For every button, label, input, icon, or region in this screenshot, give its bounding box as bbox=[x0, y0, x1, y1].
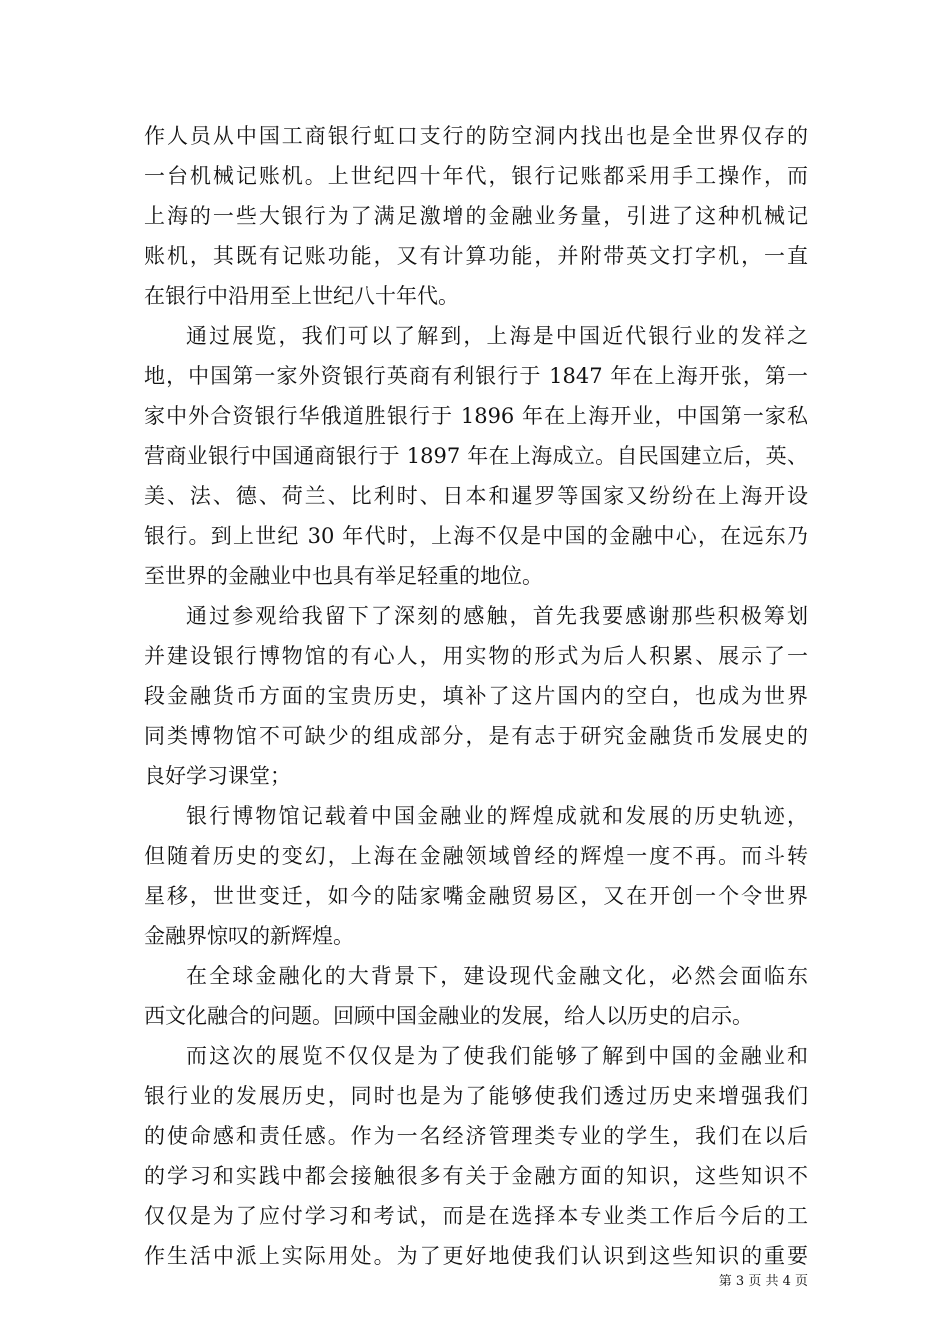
text-line: 但随着历史的变幻，上海在金融领域曾经的辉煌一度不再。而斗转 bbox=[144, 844, 808, 868]
body-text bbox=[144, 116, 808, 1276]
text-line: 银行博物馆记载着中国金融业的辉煌成就和发展的历史轨迹， bbox=[186, 804, 808, 828]
text-line: 至世界的金融业中也具有举足轻重的地位。 bbox=[144, 564, 543, 588]
text-line: 同类博物馆不可缺少的组成部分，是有志于研究金融货币发展史的 bbox=[144, 724, 808, 748]
text-line: 一台机械记账机。上世纪四十年代，银行记账都采用手工操作，而 bbox=[144, 164, 808, 188]
text-line: 通过参观给我留下了深刻的感触，首先我要感谢那些积极筹划 bbox=[186, 604, 808, 628]
text-line: 账机，其既有记账功能，又有计算功能，并附带英文打字机，一直 bbox=[144, 244, 808, 268]
text-line: 星移，世世变迁，如今的陆家嘴金融贸易区，又在开创一个令世界 bbox=[144, 884, 808, 908]
text-line: 段金融货币方面的宝贵历史，填补了这片国内的空白，也成为世界 bbox=[144, 684, 808, 708]
text-line: 银行业的发展历史，同时也是为了能够使我们透过历史来增强我们 bbox=[144, 1084, 808, 1108]
text-line: 营商业银行中国通商银行于 1897 年在上海成立。自民国建立后，英、 bbox=[144, 444, 808, 468]
text-line: 家中外合资银行华俄道胜银行于 1896 年在上海开业，中国第一家私 bbox=[144, 404, 808, 428]
text-line: 在全球金融化的大背景下，建设现代金融文化，必然会面临东 bbox=[186, 964, 808, 988]
text-line: 的学习和实践中都会接触很多有关于金融方面的知识，这些知识不 bbox=[144, 1164, 808, 1188]
text-line: 的使命感和责任感。作为一名经济管理类专业的学生，我们在以后 bbox=[144, 1124, 808, 1148]
text-line: 在银行中沿用至上世纪八十年代。 bbox=[144, 284, 459, 308]
text-line: 而这次的展览不仅仅是为了使我们能够了解到中国的金融业和 bbox=[186, 1044, 808, 1068]
text-line: 仅仅是为了应付学习和考试，而是在选择本专业类工作后今后的工 bbox=[144, 1204, 808, 1228]
text-line: 金融界惊叹的新辉煌。 bbox=[144, 924, 354, 948]
text-line: 并建设银行博物馆的有心人，用实物的形式为后人积累、展示了一 bbox=[144, 644, 808, 668]
text-line: 美、法、德、荷兰、比利时、日本和暹罗等国家又纷纷在上海开设 bbox=[144, 484, 808, 508]
text-line: 作生活中派上实际用处。为了更好地使我们认识到这些知识的重要 bbox=[144, 1244, 808, 1268]
text-line: 上海的一些大银行为了满足激增的金融业务量，引进了这种机械记 bbox=[144, 204, 808, 228]
text-line: 银行。到上世纪 30 年代时，上海不仅是中国的金融中心，在远东乃 bbox=[144, 524, 808, 548]
text-line: 地，中国第一家外资银行英商有利银行于 1847 年在上海开张，第一 bbox=[144, 364, 808, 388]
text-line: 西文化融合的问题。回顾中国金融业的发展，给人以历史的启示。 bbox=[144, 1004, 753, 1028]
text-line: 良好学习课堂； bbox=[144, 764, 291, 788]
page-number: 第 3 页 共 4 页 bbox=[718, 1274, 808, 1289]
text-line: 通过展览，我们可以了解到，上海是中国近代银行业的发祥之 bbox=[186, 324, 808, 348]
text-line: 作人员从中国工商银行虹口支行的防空洞内找出也是全世界仅存的 bbox=[144, 124, 808, 148]
